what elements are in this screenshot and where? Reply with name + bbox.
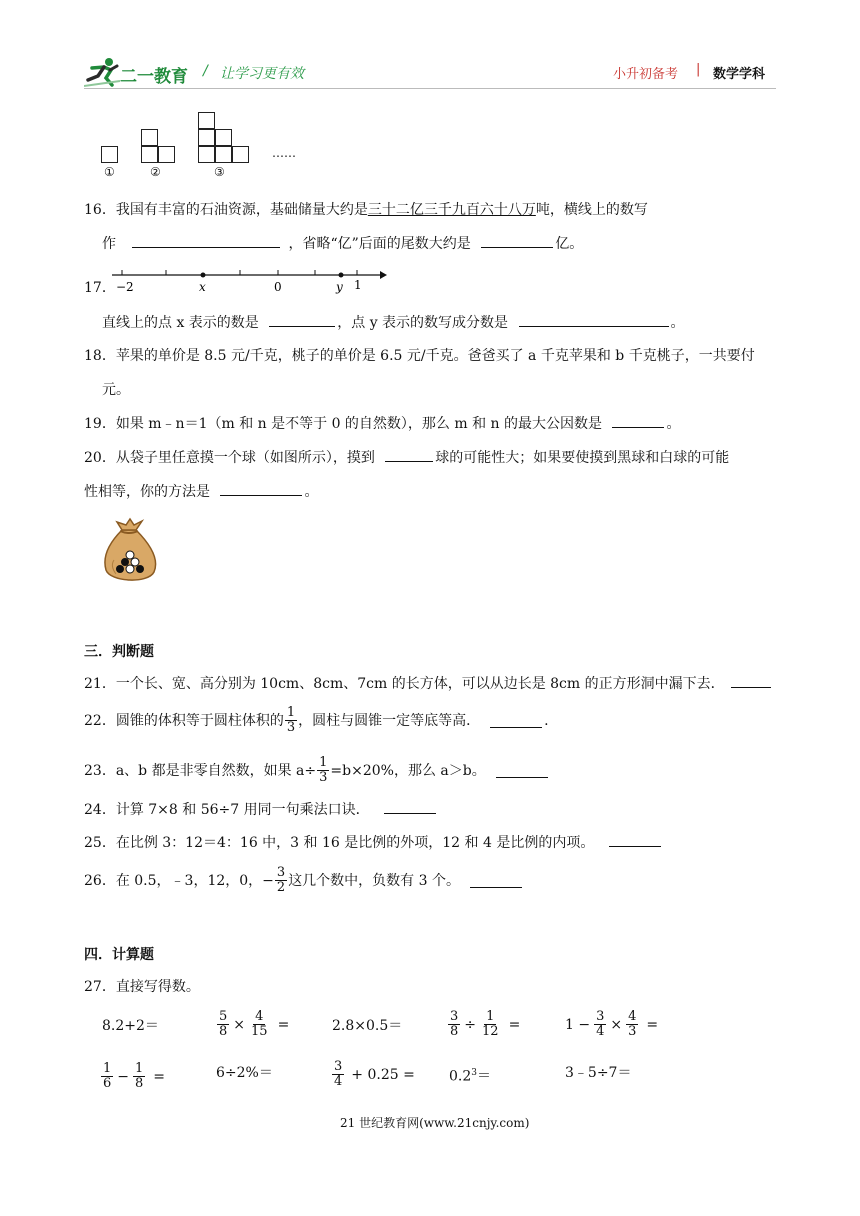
question-26: 26． 在 0.5，﹣3，12，0，− $\frac{3}{2}$ 这几个数中，负数有 3 个。 bbox=[84, 866, 522, 895]
square-pattern-figure bbox=[0, 100, 860, 185]
header-category: 小升初备考 bbox=[613, 67, 679, 82]
answer-blank[interactable] bbox=[384, 800, 436, 814]
figure-label-2: ② bbox=[150, 165, 161, 179]
tick-label: −2 bbox=[116, 280, 134, 294]
question-number: 23． bbox=[84, 762, 116, 779]
slogan-divider: / bbox=[203, 63, 208, 79]
question-number: 16． bbox=[84, 202, 116, 218]
header-subject: 数学学科 bbox=[713, 67, 766, 82]
tick-label: y bbox=[336, 280, 343, 294]
answer-blank[interactable] bbox=[269, 313, 335, 327]
header bbox=[0, 0, 860, 100]
answer-blank[interactable] bbox=[481, 234, 553, 248]
question-number: 25． bbox=[84, 835, 116, 851]
header-rule bbox=[84, 88, 776, 89]
question-21: 21．一个长、宽、高分别为 10cm、8cm、7cm 的长方体，可以从边长是 8cm 的正方形洞中漏下去． bbox=[84, 674, 771, 694]
fraction: $\frac{1}{3}$ bbox=[319, 755, 328, 785]
fraction: $\frac{1}{3}$ bbox=[286, 705, 296, 735]
question-20: 20．从袋子里任意摸一个球（如图所示），摸到 球的可能性大；如果要使摸到黑球和白球的可能 bbox=[84, 450, 730, 466]
question-number: 18． bbox=[84, 348, 116, 364]
question-number: 21． bbox=[84, 676, 116, 692]
slogan: 让学习更有效 bbox=[220, 66, 304, 82]
calc-item: 8.2+2＝ bbox=[102, 1018, 159, 1034]
header-divider: | bbox=[696, 62, 701, 77]
footer: 21 世纪教育网(www.21cnjy.com) bbox=[340, 1116, 530, 1130]
square bbox=[141, 146, 158, 163]
question-16: 16．我国有丰富的石油资源，基础储量大约是三十二亿三千九百六十八万吨，横线上的数写 bbox=[84, 202, 648, 218]
square bbox=[141, 129, 158, 146]
tick-label: 0 bbox=[274, 280, 282, 294]
square bbox=[158, 146, 175, 163]
question-16-line-2: 作 ，省略“亿”后面的尾数大约是 亿。 bbox=[102, 236, 584, 252]
question-27: 27．直接写得数。 bbox=[84, 979, 200, 995]
square bbox=[198, 129, 215, 146]
answer-blank[interactable] bbox=[132, 234, 280, 248]
calc-item: $0.2^3=$ bbox=[449, 1068, 491, 1085]
calc-item: $\frac{1}{6}$ − $\frac{1}{8}$ = bbox=[103, 1061, 166, 1091]
question-20-line-2: 性相等，你的方法是 。 bbox=[84, 484, 319, 500]
square bbox=[232, 146, 249, 163]
answer-blank[interactable] bbox=[470, 874, 522, 888]
ball-bag-image bbox=[100, 516, 160, 586]
square bbox=[198, 112, 215, 129]
question-number: 26． bbox=[84, 872, 116, 889]
question-number: 19． bbox=[84, 416, 116, 432]
square bbox=[198, 146, 215, 163]
answer-blank[interactable] bbox=[609, 833, 661, 847]
figure-label-1: ① bbox=[104, 165, 115, 179]
question-number: 24． bbox=[84, 802, 116, 818]
square bbox=[101, 146, 118, 163]
answer-blank[interactable] bbox=[490, 714, 542, 728]
answer-blank[interactable] bbox=[612, 414, 664, 428]
logo-text: 二一教育 bbox=[120, 67, 188, 87]
question-18-line-2: 元。 bbox=[102, 382, 130, 398]
underlined-number: 三十二亿三千九百六十八万 bbox=[367, 202, 536, 218]
square bbox=[215, 146, 232, 163]
calc-item: 6÷2%＝ bbox=[216, 1065, 273, 1081]
answer-blank[interactable] bbox=[385, 448, 433, 462]
answer-blank[interactable] bbox=[220, 482, 302, 496]
question-number: 27． bbox=[84, 979, 116, 995]
question-22: 22． 圆锥的体积等于圆柱体积的 $\frac{1}{3}$ ，圆柱与圆锥一定等底等高． . bbox=[84, 705, 549, 735]
calc-item: $\frac{3}{4}$ + 0.25 = bbox=[334, 1059, 415, 1089]
question-19: 19．如果 m﹣n＝1（m 和 n 是不等于 0 的自然数），那么 m 和 n 的最大公因数是 。 bbox=[84, 416, 681, 432]
calc-item: $\frac{5}{8}$ × $\frac{4}{15}$ = bbox=[219, 1009, 290, 1039]
tick-label: 1 bbox=[354, 278, 362, 292]
logo-runner-icon bbox=[84, 54, 122, 88]
number-line bbox=[108, 266, 388, 296]
figure-ellipsis: …… bbox=[272, 146, 296, 160]
question-25: 25．在比例 3：12＝4：16 中，3 和 16 是比例的外项，12 和 4 是比例的内项。 bbox=[84, 833, 661, 853]
calc-item: 2.8×0.5＝ bbox=[332, 1018, 403, 1034]
question-17-text: 直线上的点 x 表示的数是 ，点 y 表示的数写成分数是 。 bbox=[102, 315, 685, 331]
question-24: 24．计算 7×8 和 56÷7 用同一句乘法口诀． bbox=[84, 800, 436, 820]
answer-blank[interactable] bbox=[496, 764, 548, 778]
question-number: 17． bbox=[84, 280, 116, 296]
square bbox=[215, 129, 232, 146]
question-23: 23． a、b 都是非零自然数，如果 a÷ $\frac{1}{3}$ =b×20%，那么 a＞b。 bbox=[84, 756, 548, 785]
calc-item: 3﹣5÷7＝ bbox=[565, 1065, 632, 1081]
section-heading: 四．计算题 bbox=[84, 947, 154, 963]
figure-label-3: ③ bbox=[214, 165, 225, 179]
question-number: 22． bbox=[84, 712, 116, 729]
question-number: 20． bbox=[84, 450, 116, 466]
question-18: 18．苹果的单价是 8.5 元/千克，桃子的单价是 6.5 元/千克。爸爸买了 a 千克苹果和 b 千克桃子，一共要付 bbox=[84, 348, 755, 364]
answer-blank[interactable] bbox=[731, 674, 771, 688]
section-heading: 三．判断题 bbox=[84, 644, 154, 660]
fraction: $\frac{3}{2}$ bbox=[276, 865, 286, 895]
answer-blank[interactable] bbox=[519, 313, 669, 327]
calc-item: 1 − $\frac{3}{4}$ × $\frac{4}{3}$ = bbox=[565, 1009, 659, 1039]
calc-item: $\frac{3}{8}$ ÷ $\frac{1}{12}$ = bbox=[450, 1009, 521, 1039]
tick-label: x bbox=[199, 280, 206, 294]
